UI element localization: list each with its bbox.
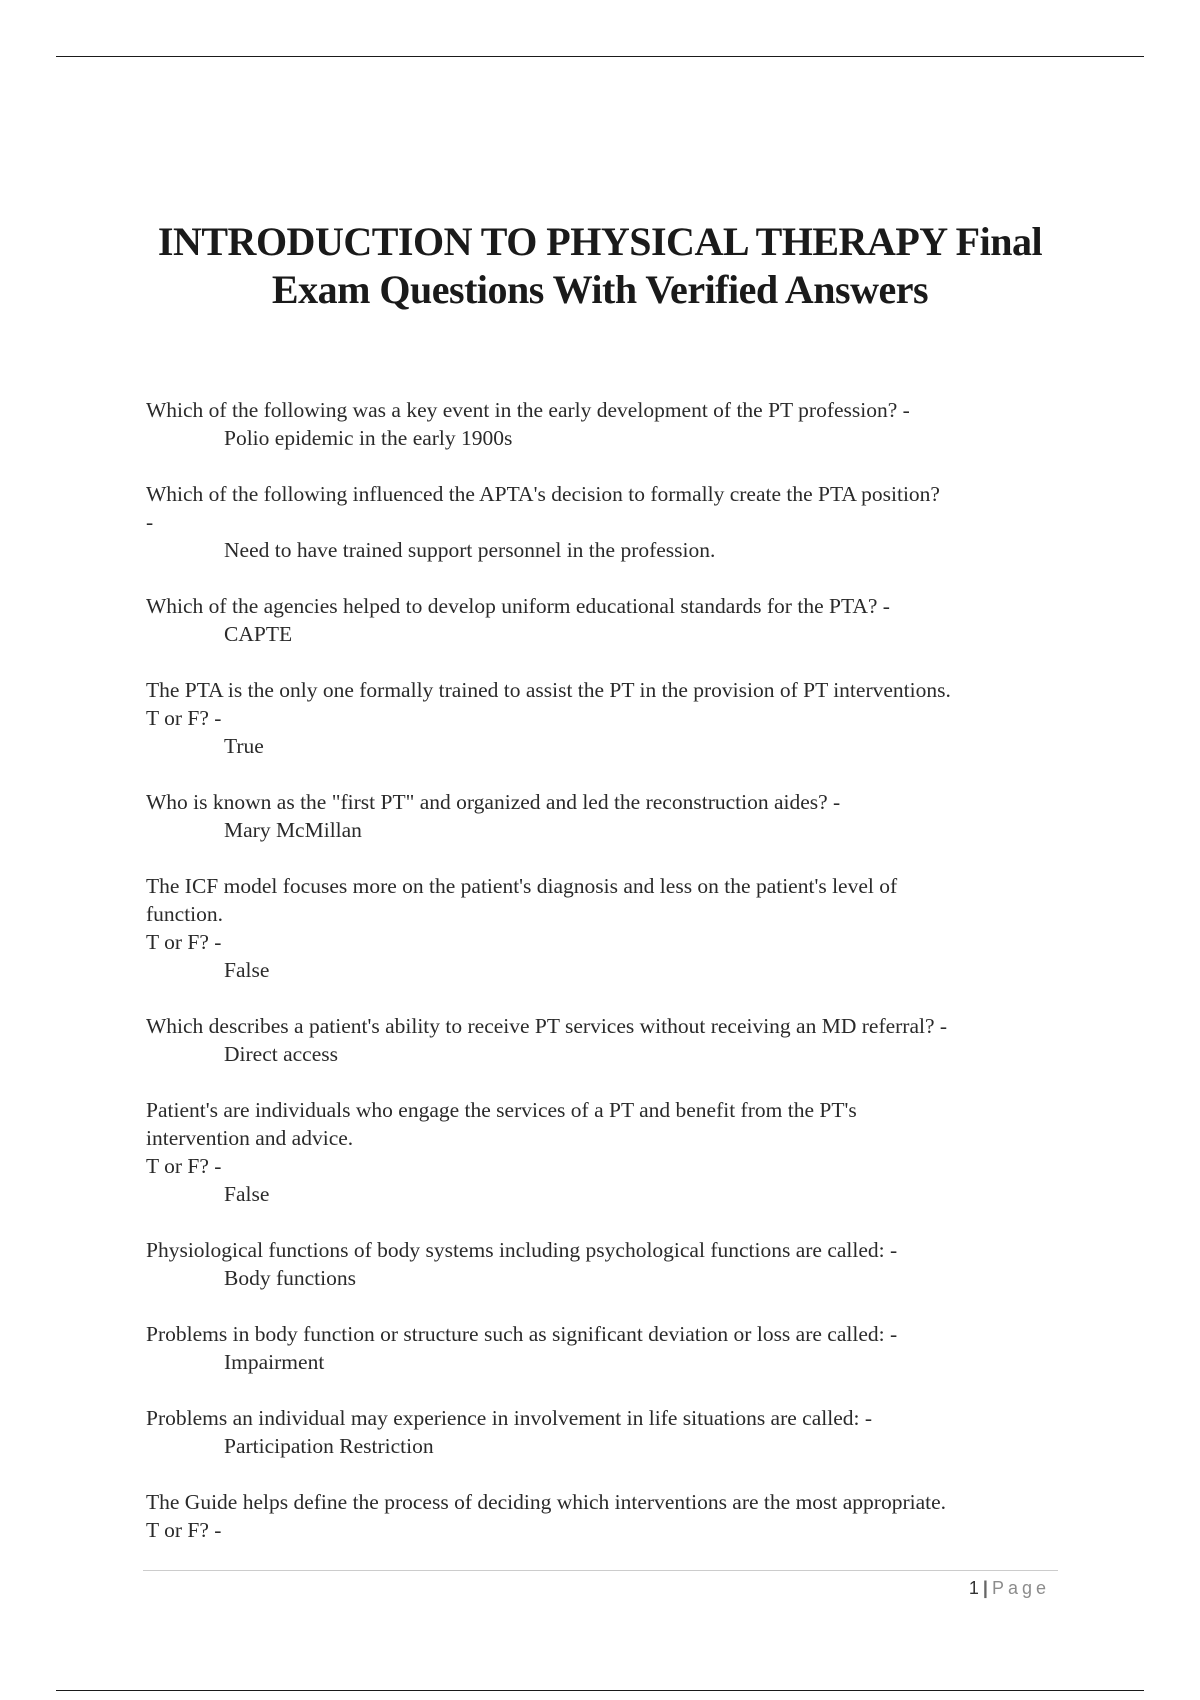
question-text: Who is known as the "first PT" and organized and led the reconstruction aides? -	[146, 790, 841, 814]
qa-item	[146, 1236, 1066, 1292]
qa-item	[146, 1096, 1066, 1208]
question-text: Physiological functions of body systems including psychological functions are called: -	[146, 1238, 898, 1262]
answer-text: Need to have trained support personnel in the profession.	[224, 538, 716, 562]
question-text: The PTA is the only one formally trained to assist the PT in the provision of PT interventions. T or F? -	[146, 678, 951, 730]
title-line-2: Exam Questions With Verified Answers	[271, 267, 929, 312]
answer-text: False	[224, 1182, 270, 1206]
question-text: Which describes a patient's ability to receive PT services without receiving an MD referral? -	[146, 1014, 948, 1038]
qa-item	[146, 676, 1066, 760]
qa-item	[146, 788, 1066, 844]
answer-text: Body functions	[224, 1266, 356, 1290]
qa-item	[146, 480, 1066, 564]
page-number: 1	[968, 1578, 979, 1598]
answer-text: False	[224, 958, 270, 982]
answer-text: Participation Restriction	[224, 1434, 434, 1458]
qa-list	[146, 396, 1066, 1572]
bottom-rule	[56, 1690, 1144, 1691]
qa-item	[146, 872, 1066, 984]
question-text: Which of the agencies helped to develop uniform educational standards for the PTA? -	[146, 594, 890, 618]
document-title	[100, 218, 1100, 314]
question-text: The ICF model focuses more on the patient's diagnosis and less on the patient's level of function. T or F? -	[146, 874, 898, 954]
answer-text: Mary McMillan	[224, 818, 362, 842]
page-label: Page	[991, 1578, 1050, 1598]
question-text: Which of the following influenced the APTA's decision to formally create the PTA position? -	[146, 482, 940, 534]
question-text: Which of the following was a key event in the early development of the PT profession? -	[146, 398, 910, 422]
footer-rule	[143, 1570, 1058, 1571]
qa-item	[146, 1012, 1066, 1068]
answer-text: CAPTE	[224, 622, 293, 646]
question-text: Patient's are individuals who engage the services of a PT and benefit from the PT's intervention and advice. T or F? -	[146, 1098, 857, 1178]
page-separator: |	[982, 1578, 988, 1598]
answer-text: Polio epidemic in the early 1900s	[224, 426, 513, 450]
question-text: Problems in body function or structure such as significant deviation or loss are called: -	[146, 1322, 898, 1346]
title-line-1: INTRODUCTION TO PHYSICAL THERAPY Final	[157, 219, 1043, 264]
answer-text: True	[224, 734, 264, 758]
answer-text: Direct access	[224, 1042, 338, 1066]
qa-item	[146, 1320, 1066, 1376]
answer-text: Impairment	[224, 1350, 325, 1374]
page-footer	[969, 1578, 1050, 1599]
qa-item	[146, 592, 1066, 648]
qa-item	[146, 396, 1066, 452]
question-text: Problems an individual may experience in involvement in life situations are called: -	[146, 1406, 873, 1430]
qa-item	[146, 1404, 1066, 1460]
top-rule	[56, 56, 1144, 57]
qa-item	[146, 1488, 1066, 1544]
question-text: The Guide helps define the process of deciding which interventions are the most appropriate. T or F? -	[146, 1490, 947, 1542]
